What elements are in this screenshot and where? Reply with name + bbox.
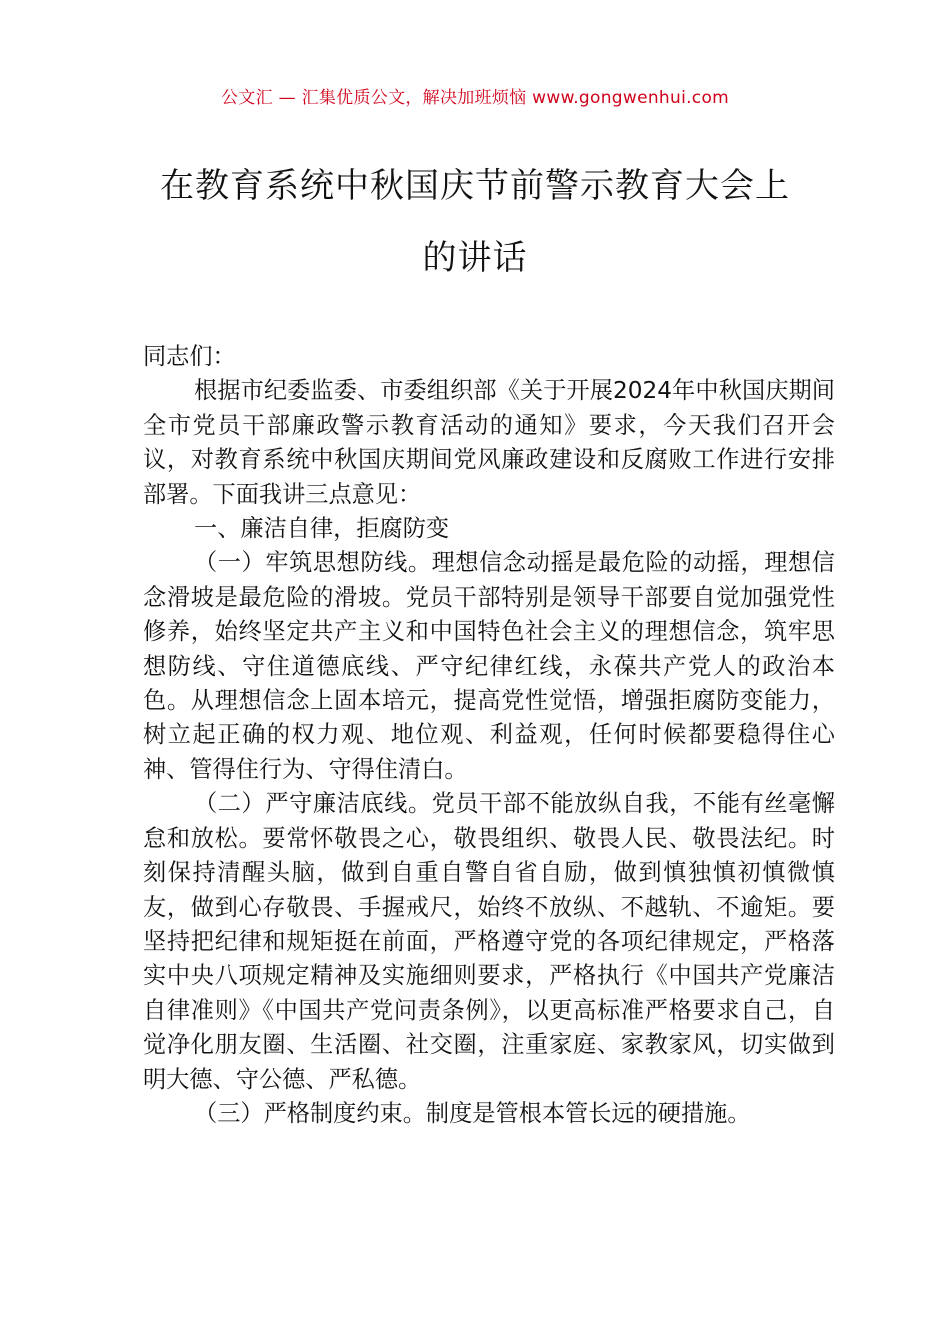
paragraph-subsection-2: （二）严守廉洁底线。党员干部不能放纵自我，不能有丝毫懈怠和放松。要常怀敬畏之心，敬畏组织、敬畏人民、敬畏法纪。时刻保持清醒头脑，做到自重自警自省自励，做到慎独慎初慎微慎友，做到心存敬畏、手握戒尺，始终不放纵、不越轨、不逾矩。要坚持把纪律和规矩挺在前面，严格遵守党的各项纪律规定，严格落实中央八项规定精神及实施细则要求，严格执行《中国共产党廉洁自律准则》《中国共产党问责条例》，以更高标准严格要求自己，自觉净化朋友圈、生活圈、社交圈，注重家庭、家教家风，切实做到明大德、守公德、严私德。 bbox=[143, 790, 835, 1093]
title-line-2: 的讲话 bbox=[422, 238, 528, 278]
document-body bbox=[143, 340, 835, 1131]
paragraph-subsection-1: （一）牢筑思想防线。理想信念动摇是最危险的动摇，理想信念滑坡是最危险的滑坡。党员干部特别是领导干部要自觉加强党性修养，始终坚定共产主义和中国特色社会主义的理想信念，筑牢思想防线、守住道德底线、严守纪律红线，永葆共产党人的政治本色。从理想信念上固本培元，提高党性觉悟，增强拒腐防变能力，树立起正确的权力观、地位观、利益观，任何时候都要稳得住心神、管得住行为、守得住清白。 bbox=[143, 549, 835, 783]
section-heading-1: 一、廉洁自律，拒腐防变 bbox=[194, 515, 450, 543]
salutation: 同志们： bbox=[143, 343, 236, 370]
paragraph-subsection-3: （三）严格制度约束。制度是管根本管长远的硬措施。 bbox=[194, 1099, 751, 1127]
paragraph-intro: 根据市纪委监委、市委组织部《关于开展2024年中秋国庆期间全市党员干部廉政警示教育活动的通知》要求，今天我们召开会议，对教育系统中秋国庆期间党风廉政建设和反腐败工作进行安排部署。下面我讲三点意见： bbox=[143, 377, 835, 508]
title-line-1: 在教育系统中秋国庆节前警示教育大会上 bbox=[160, 166, 790, 206]
header-banner: 公文汇 — 汇集优质公文，解决加班烦恼 www.gongwenhui.com bbox=[220, 88, 730, 108]
document-title bbox=[110, 150, 840, 294]
